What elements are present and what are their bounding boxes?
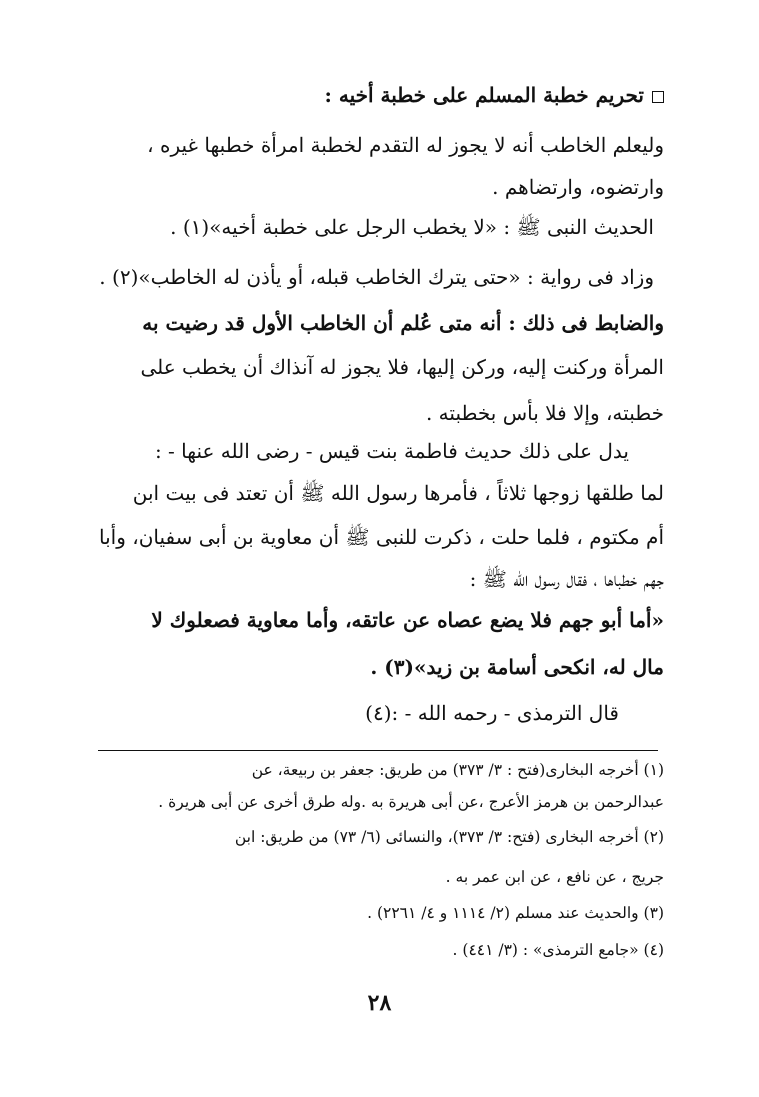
body-line-6: المرأة وركنت إليه، وركن إليها، فلا يجوز له آنذاك أن يخطب على — [140, 355, 664, 379]
footnote-line-1: (١) أخرجه البخارى(فتح : ٣/ ٣٧٣) من طريق: جعفر بن ربيعة، عن — [251, 761, 664, 779]
body-line-2: وارتضوه، وارتضاهم . — [492, 175, 664, 199]
body-line-14: قال الترمذى - رحمه الله - :(٤) — [365, 701, 619, 725]
body-line-9: لما طلقها زوجها ثلاثاً ، فأمرها رسول الله ﷺ أن تعتد فى بيت ابن — [132, 481, 664, 505]
body-line-11: جهم خطباها ، فقال رسول الله ﷺ : — [469, 567, 664, 591]
footnote-line-6: (٤) «جامع الترمذى» : (٣/ ٤٤١) . — [452, 941, 664, 959]
footnote-line-3: (٢) أخرجه البخارى (فتح: ٣/ ٣٧٣)، والنسائى (٦/ ٧٣) من طريق: ابن — [234, 828, 664, 846]
footnote-line-4: جريج ، عن نافع ، عن ابن عمر به . — [445, 868, 664, 886]
heading-text: تحريم خطبة المسلم على خطبة أخيه : — [324, 83, 644, 107]
body-line-7: خطبته، وإلا فلا بأس بخطبته . — [425, 401, 664, 425]
body-line-13: مال له، انكحى أسامة بن زيد»(٣) . — [370, 655, 664, 679]
body-line-8: يدل على ذلك حديث فاطمة بنت قيس - رضى الله عنها - : — [154, 439, 629, 463]
body-line-10: أم مكتوم ، فلما حلت ، ذكرت للنبى ﷺ أن معاوية بن أبى سفيان، وأبا — [99, 525, 664, 549]
page-number: ٢٨ — [367, 990, 392, 1016]
body-line-3: الحديث النبى ﷺ : «لا يخطب الرجل على خطبة أخيه»(١) . — [170, 215, 654, 239]
footnote-line-2: عبدالرحمن بن هرمز الأعرج ،عن أبى هريرة به .وله طرق أخرى عن أبى هريرة . — [158, 793, 664, 811]
section-heading — [98, 80, 664, 110]
body-line-1: وليعلم الخاطب أنه لا يجوز له التقدم لخطبة امرأة خطبها غيره ، — [147, 133, 664, 157]
footnote-divider — [98, 750, 658, 751]
body-line-4: وزاد فى رواية : «حتى يترك الخاطب قبله، أو يأذن له الخاطب»(٢) . — [99, 265, 654, 289]
square-bullet-icon — [652, 91, 664, 103]
footnote-line-5: (٣) والحديث عند مسلم (٢/ ١١١٤ و ٤/ ٢٢٦١) . — [367, 904, 664, 922]
body-line-12: «أما أبو جهم فلا يضع عصاه عن عاتقه، وأما معاوية فصعلوك لا — [151, 608, 664, 632]
body-line-5: والضابط فى ذلك : أنه متى عُلم أن الخاطب الأول قد رضيت به — [142, 311, 664, 335]
